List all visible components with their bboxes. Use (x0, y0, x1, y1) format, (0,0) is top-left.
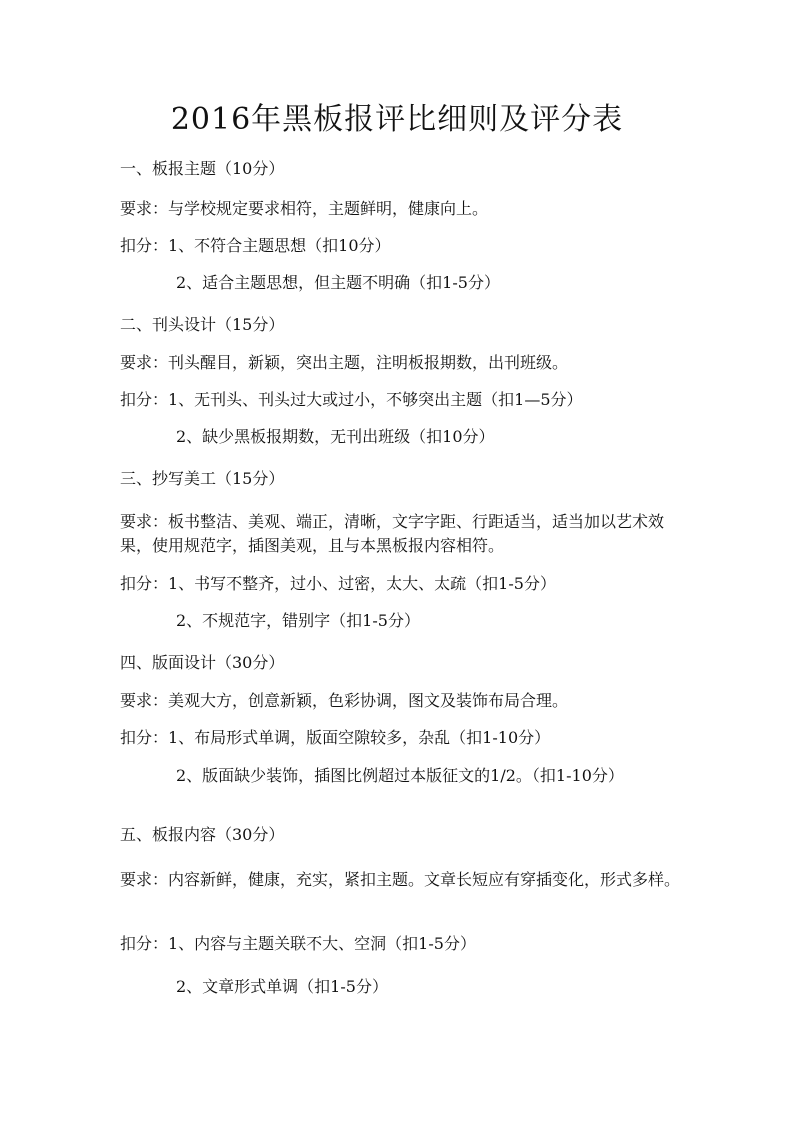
section-heading: 五、板报内容（30分） (120, 825, 285, 844)
section-heading: 一、板报主题（10分） (120, 159, 285, 178)
section-deduction: 2、缺少黑板报期数，无刊出班级（扣10分） (176, 427, 495, 446)
section-deduction: 扣分：1、布局形式单调，版面空隙较多，杂乱（扣1-10分） (120, 728, 551, 747)
section-requirement: 要求：板书整洁、美观、端正，清晰，文字字距、行距适当，适当加以艺术效果，使用规范字，插图美观，且与本黑板报内容相符。 (120, 512, 665, 555)
section-deduction: 扣分：1、内容与主题关联不大、空洞（扣1-5分） (120, 934, 476, 953)
page-title: 2016年黑板报评比细则及评分表 (170, 102, 624, 137)
section-deduction: 扣分：1、书写不整齐，过小、过密，太大、太疏（扣1-5分） (120, 574, 556, 593)
section-deduction: 扣分：1、不符合主题思想（扣10分） (120, 236, 391, 255)
section-requirement: 要求：内容新鲜，健康，充实，紧扣主题。文章长短应有穿插变化，形式多样。 (120, 870, 681, 889)
section-requirement: 要求：美观大方，创意新颖，色彩协调，图文及装饰布局合理。 (120, 691, 569, 710)
section-deduction: 2、不规范字，错别字（扣1-5分） (176, 611, 420, 630)
section-heading: 四、版面设计（30分） (120, 653, 285, 672)
section-heading: 三、抄写美工（15分） (120, 469, 285, 488)
section-requirement: 要求：刊头醒目，新颖，突出主题，注明板报期数，出刊班级。 (120, 353, 569, 372)
section-heading: 二、刊头设计（15分） (120, 315, 285, 334)
section-deduction: 2、适合主题思想，但主题不明确（扣1-5分） (176, 273, 500, 292)
section-requirement: 要求：与学校规定要求相符，主题鲜明，健康向上。 (120, 199, 489, 218)
section-deduction: 扣分：1、无刊头、刊头过大或过小，不够突出主题（扣1—5分） (120, 390, 583, 409)
section-deduction: 2、文章形式单调（扣1-5分） (176, 977, 388, 996)
section-deduction: 2、版面缺少装饰，插图比例超过本版征文的1/2。（扣1-10分） (176, 766, 624, 785)
